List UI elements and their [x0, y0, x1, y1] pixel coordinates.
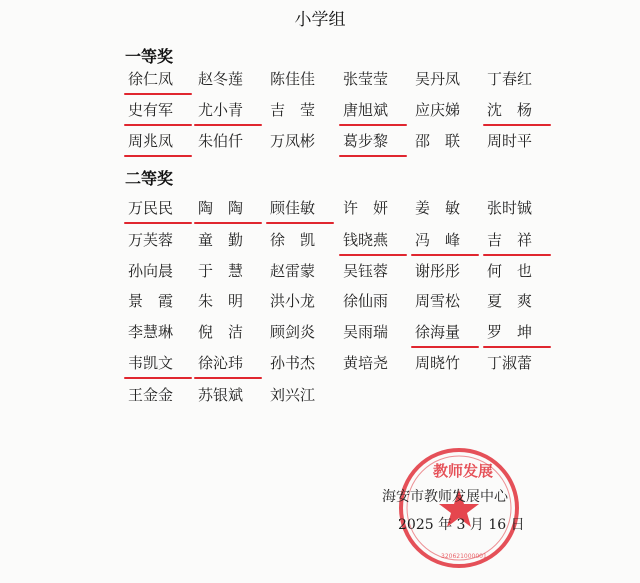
- awardee-name: 万民民: [128, 197, 198, 218]
- awardee-name: 朱 明: [198, 292, 244, 310]
- awardee-name: 万凤彬: [270, 132, 316, 150]
- awardee-name: 童 勤: [198, 231, 244, 249]
- awardee-name: 赵雷蒙: [270, 262, 316, 280]
- awardee-name: 陶 陶: [198, 197, 268, 218]
- awardee-name: 徐沁玮: [198, 352, 268, 373]
- awardee-name: 吉 祥: [487, 229, 557, 250]
- official-seal: [397, 446, 521, 570]
- awardee-name: 吉 莹: [270, 101, 316, 119]
- awardee-name: 周时平: [487, 132, 533, 150]
- awardee-name: 王金金: [128, 386, 174, 404]
- awardee-name: 周晓竹: [415, 354, 461, 372]
- svg-text:教师发展: 教师发展: [433, 462, 494, 480]
- awardee-name: 顾佳敏: [270, 197, 340, 218]
- issue-date: 2025 年 3 月 16 日: [398, 517, 525, 533]
- second-prize-heading: 二等奖: [125, 169, 174, 188]
- awardee-name: 景 霞: [128, 292, 174, 310]
- awardee-name: 史有军: [128, 99, 198, 120]
- awardee-name: 陈佳佳: [270, 70, 316, 88]
- svg-text:320621000001: 320621000001: [441, 553, 487, 560]
- first-prize-heading: 一等奖: [125, 47, 174, 66]
- awardee-name: 顾剑炎: [270, 323, 316, 341]
- awardee-name: 冯 峰: [415, 229, 485, 250]
- awardee-name: 于 慧: [198, 262, 244, 280]
- awardee-name: 钱晓燕: [343, 229, 413, 250]
- awardee-name: 苏银斌: [198, 386, 244, 404]
- awardee-name: 张时铖: [487, 199, 533, 217]
- awardee-name: 丁春红: [487, 70, 533, 88]
- awardee-name: 洪小龙: [270, 292, 316, 310]
- awardee-name: 孙向晨: [128, 262, 174, 280]
- awardee-name: 罗 坤: [487, 321, 557, 342]
- awardee-name: 吴钰蓉: [343, 262, 389, 280]
- awardee-name: 徐仙雨: [343, 292, 389, 310]
- awardee-name: 徐海量: [415, 321, 485, 342]
- awardee-name: 吴雨瑞: [343, 323, 389, 341]
- awardee-name: 何 也: [487, 262, 533, 280]
- awardee-name: 尤小青: [198, 99, 268, 120]
- awardee-name: 许 妍: [343, 199, 389, 217]
- awardee-name: 葛步黎: [343, 130, 413, 151]
- awardee-name: 周雪松: [415, 292, 461, 310]
- awardee-name: 张莹莹: [343, 70, 389, 88]
- awardee-name: 应庆娣: [415, 101, 461, 119]
- awardee-name: 倪 洁: [198, 323, 244, 341]
- section-title: 小学组: [294, 10, 346, 30]
- awardee-name: 唐旭斌: [343, 99, 413, 120]
- awardee-name: 刘兴江: [270, 386, 316, 404]
- awardee-name: 黄培尧: [343, 354, 389, 372]
- awardee-name: 朱伯仟: [198, 132, 244, 150]
- awardee-name: 徐仁凤: [128, 68, 198, 89]
- awardee-name: 邵 联: [415, 132, 461, 150]
- awardee-name: 周兆凤: [128, 130, 198, 151]
- awardee-name: 沈 杨: [487, 99, 557, 120]
- awardee-name: 谢彤彤: [415, 262, 461, 280]
- awardee-name: 韦凯文: [128, 352, 198, 373]
- awardee-name: 丁淑蕾: [487, 354, 533, 372]
- awardee-name: 姜 敏: [415, 199, 461, 217]
- issuer-name: 海安市教师发展中心: [382, 489, 508, 505]
- awardee-name: 孙书杰: [270, 354, 316, 372]
- awardee-name: 李慧琳: [128, 323, 174, 341]
- awardee-name: 吴丹凤: [415, 70, 461, 88]
- awardee-name: 赵冬莲: [198, 70, 244, 88]
- awardee-name: 万芙蓉: [128, 231, 174, 249]
- awardee-name: 徐 凯: [270, 231, 316, 249]
- awardee-name: 夏 爽: [487, 292, 533, 310]
